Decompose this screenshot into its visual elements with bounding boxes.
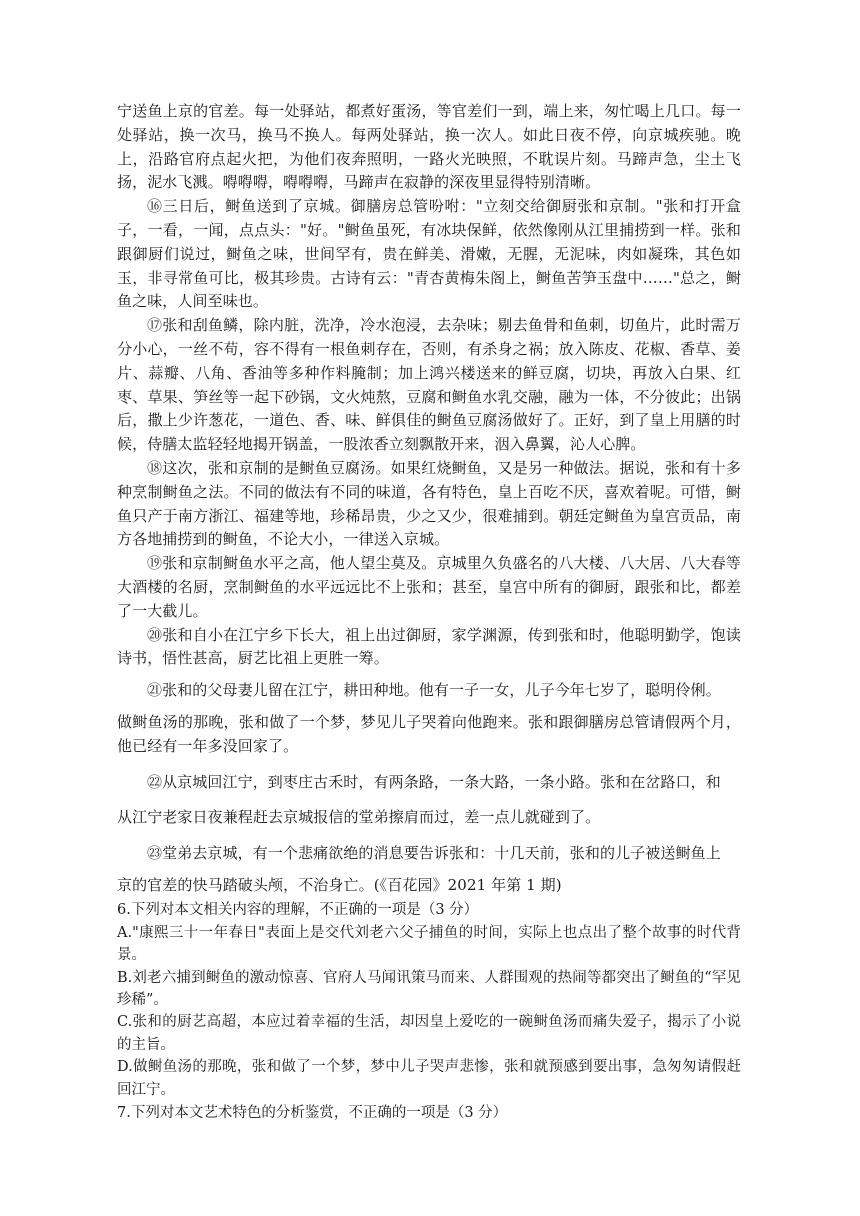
paragraph-21b: 做鲥鱼汤的那晚，张和做了一个梦，梦见儿子哭着向他跑来。张和跟御膳房总管请假两个月，他已经有一年多没回家了。 — [117, 712, 741, 755]
paragraph-21a: ㉑张和的父母妻儿留在江宁，耕田种地。他有一子一女，儿子今年七岁了，聪明伶俐。 — [147, 681, 721, 700]
paragraph-17: ⑰张和刮鱼鳞，除内脏，洗净，冷水泡浸，去杂味；剔去鱼骨和鱼刺，切鱼片，此时需万分小心，一丝不苟，容不得有一根鱼刺存在，否则，有杀身之祸；放入陈皮、花椒、香草、姜片、蒜瓣、八角、香油等多种作料腌制；加上鸿兴楼送来的鲜豆腐，切块，再放入白果、红枣、草果、笋丝等一起下砂锅，文火炖熬，豆腐和鲥鱼水乳交融，融为一体，不分彼此；出锅后，撒上少许葱花，一道色、香、味、鲜俱佳的鲥鱼豆腐汤做好了。正好，到了皇上用膳的时候，侍膳太监轻轻地揭开锅盖，一股浓香立刻飘散开来，洇入鼻翼，沁人心脾。 — [117, 316, 741, 454]
paragraph-23b: 京的官差的快马踏破头颅，不治身亡。(《百花园》2021 年第 1 期) — [117, 875, 562, 894]
paragraph-18: ⑱这次，张和京制的是鲥鱼豆腐汤。如果红烧鲥鱼，又是另一种做法。据说，张和有十多种烹制鲥鱼之法。不同的做法有不同的味道，各有特色，皇上百吃不厌，喜欢着呢。可惜，鲥鱼只产于南方浙江、福建等地，珍稀昂贵，少之又少，很难捕到。朝廷定鲥鱼为皇宫贡品，南方各地捕捞到的鲥鱼，不论大小，一律送入京城。 — [117, 458, 741, 549]
paragraph-22a: ㉒从京城回江宁，到枣庄古禾时，有两条路，一条大路，一条小路。张和在岔路口，和 — [147, 772, 721, 791]
question-6-option-a: A."康熙三十一年春日"表面上是交代刘老六父子捕鱼的时间，实际上也点出了整个故事的时代背景。 — [117, 924, 741, 964]
question-6-title: 6.下列对本文相关内容的理解，不正确的一项是（3 分） — [117, 901, 479, 918]
paragraph-16: ⑯三日后，鲥鱼送到了京城。御膳房总管吩咐："立刻交给御厨张和京制。"张和打开盒子，一看，一闻，点点头："好。"鲥鱼虽死，有冰块保鲜，依然像刚从江里捕捞到一样。张和跟御厨们说过，鲥鱼之味，世间罕有，贵在鲜美、滑嫩，无腥，无泥味，肉如凝珠，其色如玉，非寻常鱼可比，极其珍贵。古诗有云："青杏黄梅朱阁上，鲥鱼苦笋玉盘中……"总之，鲥鱼之味，人间至味也。 — [117, 197, 741, 311]
paragraph-22b: 从江宁老家日夜兼程赶去京城报信的堂弟擦肩而过，差一点儿就碰到了。 — [117, 808, 601, 827]
document-page — [117, 100, 741, 1125]
question-7-title: 7.下列对本文艺术特色的分析鉴赏，不正确的一项是（3 分） — [117, 1104, 508, 1121]
paragraph-19: ⑲张和京制鲥鱼水平之高，他人望尘莫及。京城里久负盛名的八大楼、八大居、八大春等大酒楼的名厨，烹制鲥鱼的水平远远比不上张和；甚至，皇宫中所有的御厨，跟张和比，都差了一大截儿。 — [117, 554, 741, 620]
paragraph-15-tail: 宁送鱼上京的官差。每一处驿站，都煮好蛋汤，等官差们一到，端上来，匆忙喝上几口。每一处驿站，换一次马，换马不换人。每两处驿站，换一次人。如此日夜不停，向京城疾驰。晚上，沿路官府点起火把，为他们夜奔照明，一路火光映照，不耽误片刻。马蹄声急，尘土飞扬，泥水飞溅。嘚嘚嘚，嘚嘚嘚，马蹄声在寂静的深夜里显得特别清晰。 — [117, 102, 741, 192]
question-6-option-d: D.做鲥鱼汤的那晚，张和做了一个梦，梦中儿子哭声悲惨，张和就预感到要出事，急匆匆请假赶回江宁。 — [117, 1059, 741, 1098]
question-6-option-b: B.刘老六捕到鲥鱼的激动惊喜、官府人马闻讯策马而来、人群围观的热闹等都突出了鲥鱼的“罕见珍稀”。 — [117, 969, 741, 1008]
paragraph-20: ⑳张和自小在江宁乡下长大，祖上出过御厨，家学渊源，传到张和时，他聪明勤学，饱读诗书，悟性甚高，厨艺比祖上更胜一筹。 — [117, 625, 741, 668]
question-6-option-c: C.张和的厨艺高超，本应过着幸福的生活，却因皇上爱吃的一碗鲥鱼汤而痛失爱子，揭示了小说的主旨。 — [117, 1014, 741, 1053]
paragraph-23a: ㉓堂弟去京城，有一个悲痛欲绝的消息要告诉张和：十几天前，张和的儿子被送鲥鱼上 — [147, 844, 721, 863]
